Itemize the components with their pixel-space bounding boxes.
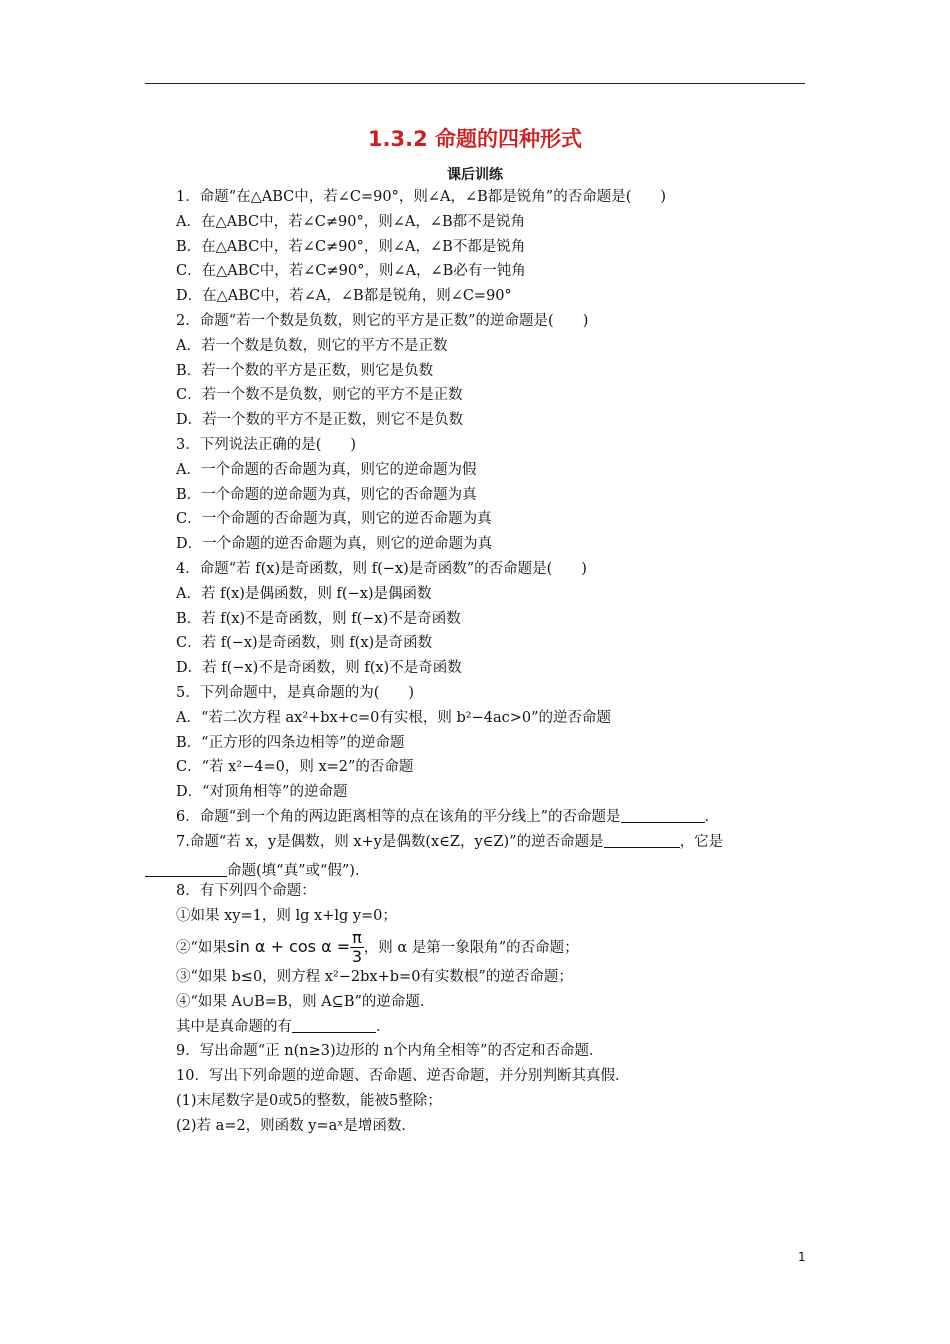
q9-stem: 9．写出命题“正 n(n≥3)边形的 n个内角全相等”的否定和否命题． — [176, 1043, 604, 1060]
q6-text: 6．命题“到一个角的两边距离相等的点在该角的平分线上”的否命题是 — [176, 808, 621, 825]
q1-option-d: D．在△ABC中，若∠A，∠B都是锐角，则∠C=90° — [176, 288, 512, 305]
q7-text: 7.命题“若 x，y是偶数，则 x+y是偶数(x∈Z，y∈Z)”的逆否命题是 — [176, 833, 604, 850]
q1-option-c: C．在△ABC中，若∠C≠90°，则∠A，∠B必有一钝角 — [176, 263, 526, 280]
q2-option-a: A．若一个数是负数，则它的平方不是正数 — [176, 337, 448, 354]
q8-end-text: 其中是真命题的有 — [176, 1018, 292, 1035]
page-number: 1 — [798, 1250, 806, 1264]
q8-2-prefix: ②“如果 — [176, 939, 227, 956]
q8-2-suffix: ，则 α 是第一象限角”的否命题； — [363, 939, 579, 956]
q3-stem: 3．下列说法正确的是( ) — [176, 436, 357, 453]
q10-part-2: (2)若 a=2，则函数 y=aˣ是增函数． — [176, 1117, 416, 1134]
page-title: 1.3.2 命题的四种形式 — [367, 127, 583, 151]
q5-stem: 5．下列命题中，是真命题的为( ) — [176, 684, 415, 701]
q6-answer-blank[interactable] — [621, 806, 705, 823]
q6-period: ． — [704, 808, 720, 825]
q2-stem: 2．命题“若一个数是负数，则它的平方是正数”的逆命题是( ) — [176, 312, 589, 329]
q2-option-b: B．若一个数的平方是正数，则它是负数 — [176, 362, 434, 379]
q8-proposition-3: ③“如果 b≤0，则方程 x²−2bx+b=0有实数根”的逆否命题； — [176, 968, 573, 985]
q2-option-d: D．若一个数的平方不是正数，则它不是负数 — [176, 412, 464, 429]
q3-option-a: A．一个命题的否命题为真，则它的逆命题为假 — [176, 461, 477, 478]
q7-tail: ，它是 — [679, 833, 724, 850]
exercise-list — [176, 185, 808, 1138]
q8-stem: 8．有下列四个命题： — [176, 883, 316, 900]
q10-part-1: (1)末尾数字是0或5的整数，能被5整除； — [176, 1092, 442, 1109]
q7-answer-blank-2[interactable] — [145, 860, 227, 877]
q5-option-a: A．“若二次方程 ax²+bx+c=0有实根，则 b²−4ac>0”的逆否命题 — [176, 709, 612, 726]
q1-option-a: A．在△ABC中，若∠C≠90°，则∠A，∠B都不是锐角 — [176, 213, 526, 230]
q3-option-c: C．一个命题的否命题为真，则它的逆否命题为真 — [176, 511, 492, 528]
q7-continuation — [145, 859, 369, 884]
q8-period: ． — [376, 1018, 391, 1035]
header-rule — [145, 83, 805, 84]
q6-stem — [176, 805, 808, 830]
q5-option-c: C．“若 x²−4=0，则 x=2”的否命题 — [176, 759, 414, 776]
q2-option-c: C．若一个数不是负数，则它的平方不是正数 — [176, 387, 463, 404]
q4-option-a: A．若 f(x)是偶函数，则 f(−x)是偶函数 — [176, 585, 432, 602]
q1-option-b: B．在△ABC中，若∠C≠90°，则∠A，∠B不都是锐角 — [176, 238, 526, 255]
q4-option-c: C．若 f(−x)是奇函数，则 f(x)是奇函数 — [176, 635, 433, 652]
q4-option-d: D．若 f(−x)不是奇函数，则 f(x)不是奇函数 — [176, 660, 462, 677]
q5-option-d: D．“对顶角相等”的逆命题 — [176, 784, 348, 801]
q7-answer-blank-1[interactable] — [604, 831, 680, 848]
section-subtitle: 课后训练 — [447, 167, 503, 183]
q1-stem: 1．命题“在△ABC中，若∠C=90°，则∠A，∠B都是锐角”的否命题是( ) — [176, 189, 667, 205]
q8-proposition-2 — [176, 929, 808, 965]
fraction-denominator: 3 — [351, 947, 363, 967]
q10-stem: 10．写出下列命题的逆命题、否命题、逆否命题，并分别判断其真假． — [176, 1068, 630, 1085]
q8-conclusion — [176, 1015, 808, 1040]
q8-proposition-4: ④“如果 A∪B=B，则 A⊆B”的逆命题． — [176, 993, 435, 1010]
q4-stem: 4．命题“若 f(x)是奇函数，则 f(−x)是奇函数”的否命题是( ) — [176, 560, 587, 577]
q7-continuation-text: 命题(填“真”或“假”)． — [227, 863, 370, 879]
q4-option-b: B．若 f(x)不是奇函数，则 f(−x)不是奇函数 — [176, 610, 461, 627]
pi-over-3-fraction — [350, 929, 364, 966]
q5-option-b: B．“正方形的四条边相等”的逆命题 — [176, 734, 405, 751]
q8-2-expression: sin α + cos α = — [226, 936, 351, 956]
fraction-numerator: π — [352, 928, 362, 948]
q8-proposition-1: ①如果 xy=1，则 lg x+lg y=0； — [176, 908, 397, 925]
q3-option-b: B．一个命题的逆命题为真，则它的否命题为真 — [176, 486, 477, 503]
q7-stem — [176, 830, 808, 855]
q3-option-d: D．一个命题的逆否命题为真，则它的逆命题为真 — [176, 536, 493, 553]
q8-answer-blank[interactable] — [292, 1016, 376, 1033]
